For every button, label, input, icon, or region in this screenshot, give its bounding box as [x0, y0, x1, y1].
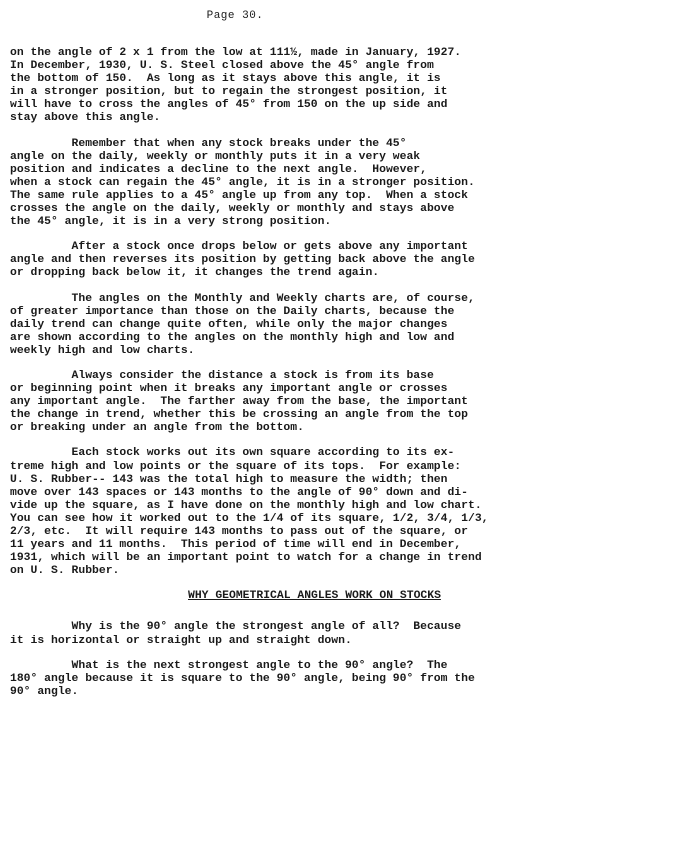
paragraph-1: on the angle of 2 x 1 from the low at 111½, made in January, 1927. In December, 1930, U. S. Steel closed above the 45° angle from the bottom of 150. As long as it stays above this angle, it is in a stronger position, but to regain the strongest position, it will have to cross the angles of 45° from 150 on the up side and stay above this angle. [10, 47, 462, 125]
closing-paragraph-1: Why is the 90° angle the strongest angle of all? Because it is horizontal or straight up and straight down. [10, 621, 462, 647]
page-number: Page 30. [206, 10, 264, 22]
paragraph-3: After a stock once drops below or gets above any important angle and then reverses its position by getting back above the angle or dropping back below it, it changes the trend again. [10, 241, 475, 280]
document-body [10, 47, 675, 711]
paragraph-2: Remember that when any stock breaks under the 45° angle on the daily, weekly or monthly puts it in a very weak position and indicates a decline to the next angle. However, when a stock can regain the 45° angle, it is in a stronger position. The same rule applies to a 45° angle up from any top. When a stock crosses the angle on the daily, weekly or monthly and stays above the 45° angle, it is in a very strong position. [10, 137, 475, 229]
paragraph-4: The angles on the Monthly and Weekly charts are, of course, of greater importance than those on the Daily charts, because the daily trend can change quite often, while only the major changes are shown according to the angles on the monthly high and low and weekly high and low charts. [10, 292, 475, 357]
closing-paragraph-2: What is the next strongest angle to the 90° angle? The 180° angle because it is square to the 90° angle, being 90° from the 90° angle. [10, 659, 475, 698]
paragraph-6: Each stock works out its own square according to its ex- treme high and low points or the square of its tops. For example: U. S. Rubber-- 143 was the total high to measure the width; then move over 143 spaces or 143 months to the angle of 90° down and di- vide up the square, as I have done on the monthly high and low chart. You can see how it worked out to the 1/4 of its square, 1/2, 3/4, 1/3, 2/3, etc. It will require 143 months to pass out of the square, or 11 years and 11 months. This period of time will end in December, 1931, which will be an important point to watch for a change in trend on U. S. Rubber. [10, 447, 489, 578]
section-heading-wrap [10, 590, 675, 603]
section-heading: WHY GEOMETRICAL ANGLES WORK ON STOCKS [188, 590, 441, 603]
paragraph-5: Always consider the distance a stock is from its base or beginning point when it breaks any important angle or crosses any important angle. The farther away from the base, the important the change in trend, whether this be crossing an angle from the top or breaking under an angle from the bottom. [10, 369, 468, 435]
